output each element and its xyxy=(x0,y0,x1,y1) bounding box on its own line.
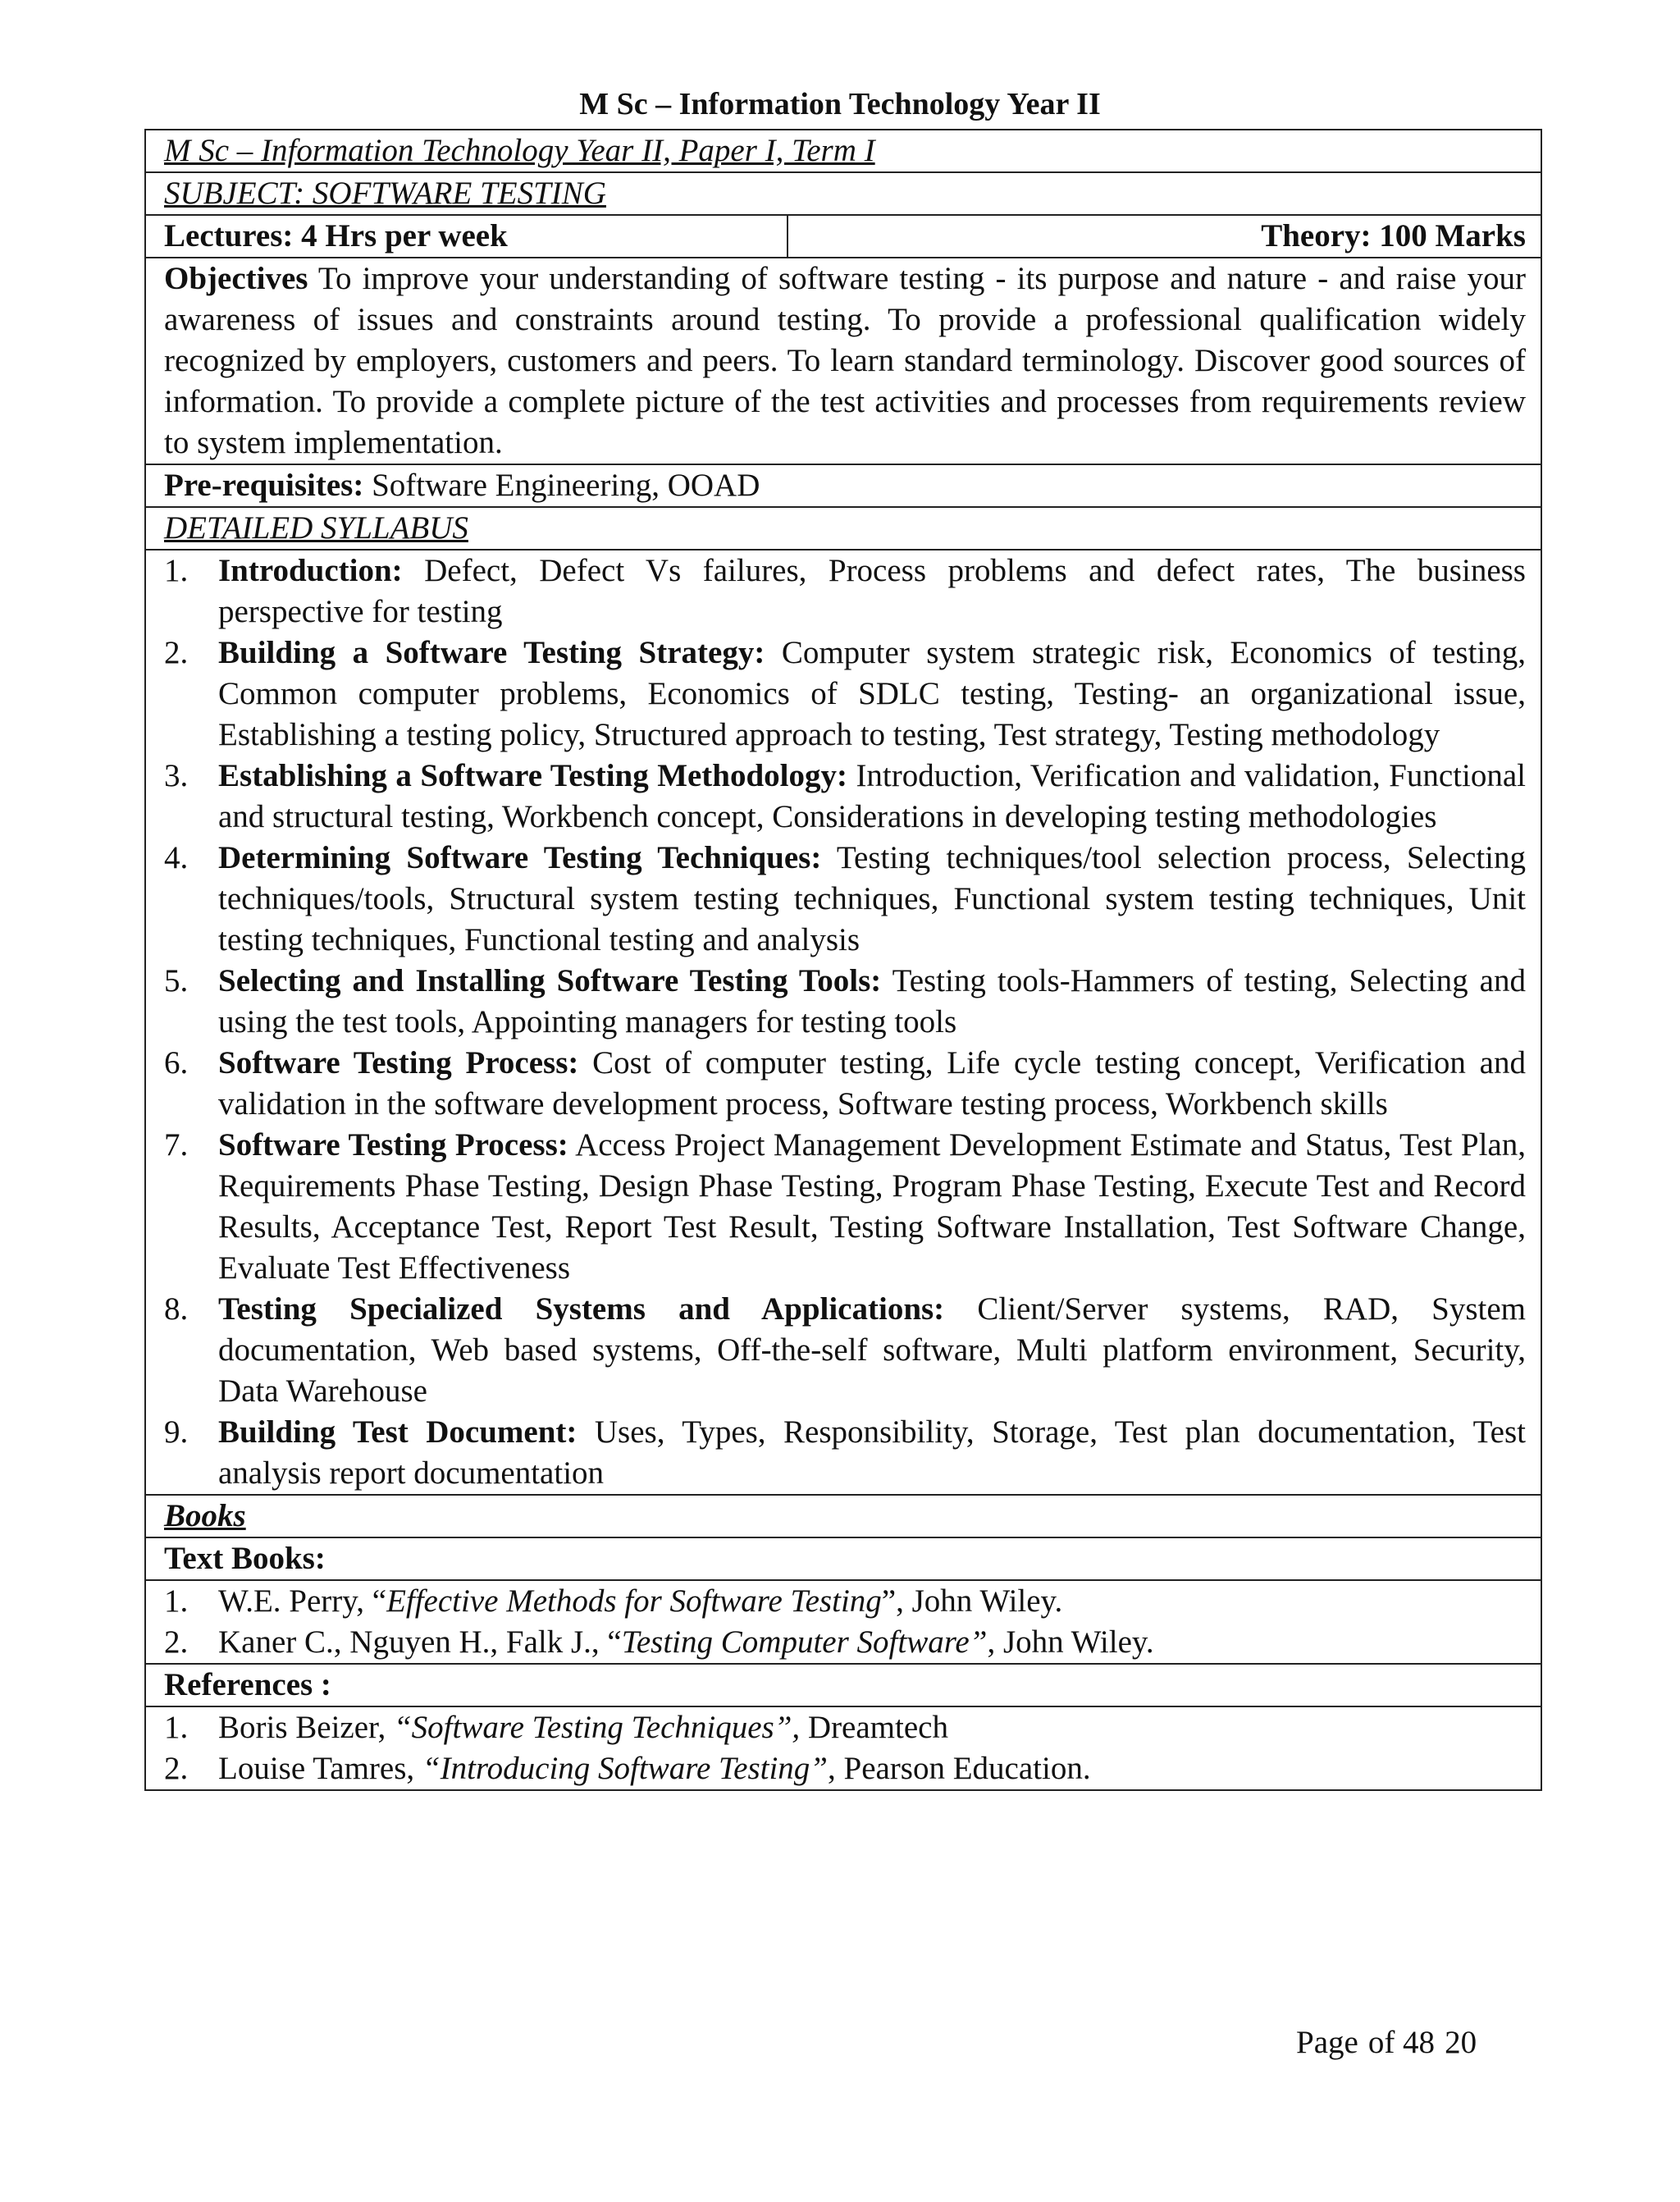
syllabus-item xyxy=(164,961,1526,1043)
text-books-heading-row xyxy=(145,1537,1541,1580)
syllabus-item-text: Client/Server systems, RAD, System documentation, Web based systems, Off-the-self software, Multi platform environment, Security, Data Warehouse xyxy=(218,1291,1527,1409)
objectives-label: Objectives xyxy=(164,261,308,296)
theory-cell: Theory: 100 Marks xyxy=(788,215,1541,258)
page-title: M Sc – Information Technology Year II xyxy=(579,87,1101,121)
books-heading-row xyxy=(145,1495,1541,1537)
syllabus-item-number: 4. xyxy=(164,840,189,875)
syllabus-item-title: Establishing a Software Testing Methodology: xyxy=(218,758,847,793)
syllabus-item xyxy=(164,1125,1526,1289)
syllabus-item-number: 1. xyxy=(164,553,189,588)
reference-number: 2. xyxy=(164,1751,189,1786)
syllabus-item-text: Defect, Defect Vs failures, Process problems and defect rates, The business perspective for testing xyxy=(218,553,1526,629)
detailed-syllabus-heading-row xyxy=(145,507,1541,550)
syllabus-item xyxy=(164,838,1526,961)
syllabus-item-text: Cost of computer testing, Life cycle testing concept, Verification and validation in the software development process, Software testing process, Workbench skills xyxy=(218,1045,1526,1122)
text-books-list xyxy=(164,1581,1526,1663)
reference-number: 1. xyxy=(164,1710,189,1745)
text-book-item xyxy=(164,1581,1526,1622)
lecture-theory-row xyxy=(145,215,1541,258)
objectives-row xyxy=(145,258,1541,464)
syllabus-item-number: 5. xyxy=(164,963,189,998)
text-book-title: Effective Methods for Software Testing xyxy=(386,1583,882,1619)
syllabus-list-row xyxy=(145,550,1541,1495)
references-heading-row xyxy=(145,1664,1541,1706)
syllabus-item-title: Software Testing Process: xyxy=(218,1045,579,1080)
reference-publisher: , Pearson Education. xyxy=(828,1751,1091,1786)
text-books-heading: Text Books: xyxy=(145,1537,1541,1580)
syllabus-item xyxy=(164,550,1526,633)
reference-title: “Software Testing Techniques”, xyxy=(393,1710,801,1745)
references-cell xyxy=(145,1706,1541,1790)
syllabus-item xyxy=(164,756,1526,838)
syllabus-item-number: 3. xyxy=(164,758,189,793)
syllabus-item-number: 9. xyxy=(164,1414,189,1450)
page-total: of 48 xyxy=(1367,2025,1436,2060)
page-number: 20 xyxy=(1445,2025,1477,2060)
prerequisites-row xyxy=(145,464,1541,507)
syllabus-item xyxy=(164,1412,1526,1494)
text-book-title: Testing Computer Software” xyxy=(621,1624,988,1660)
syllabus-item xyxy=(164,1043,1526,1125)
text-book-number: 2. xyxy=(164,1624,189,1660)
text-book-publisher: ”, John Wiley. xyxy=(881,1583,1063,1619)
prerequisites-label: Pre-requisites: xyxy=(164,468,364,503)
reference-item xyxy=(164,1748,1526,1789)
text-book-publisher: , John Wiley. xyxy=(987,1624,1154,1660)
text-book-author: W.E. Perry, “ xyxy=(218,1583,387,1619)
reference-publisher: Dreamtech xyxy=(800,1710,948,1745)
text-books-cell xyxy=(145,1580,1541,1664)
syllabus-item-title: Selecting and Installing Software Testing Tools: xyxy=(218,963,882,998)
syllabus-item-title: Building Test Document: xyxy=(218,1414,578,1450)
syllabus-item-text: Computer system strategic risk, Economics of testing, Common computer problems, Economics of SDLC testing, Testing- an organizational issue, Establishing a testing policy, Structured approach to testing, Test strategy, Testing methodology xyxy=(218,635,1526,752)
reference-item xyxy=(164,1707,1526,1748)
syllabus-list xyxy=(164,550,1526,1494)
references-heading: References : xyxy=(145,1664,1541,1706)
references-list xyxy=(164,1707,1526,1789)
syllabus-item-text: Testing tools-Hammers of testing, Selecting and using the test tools, Appointing managers for testing tools xyxy=(218,963,1526,1039)
page-footer xyxy=(1296,2023,1486,2063)
text-books-row xyxy=(145,1580,1541,1664)
syllabus-item-text: Testing techniques/tool selection process, Selecting techniques/tools, Structural system testing techniques, Functional system testing techniques, Unit testing techniques, Functional testing and analysis xyxy=(218,840,1527,957)
subject-line: SUBJECT: SOFTWARE TESTING xyxy=(145,172,1541,215)
syllabus-item-title: Introduction: xyxy=(218,553,403,588)
subject-row xyxy=(145,172,1541,215)
syllabus-list-cell xyxy=(145,550,1541,1495)
text-book-number: 1. xyxy=(164,1583,189,1619)
text-book-item xyxy=(164,1622,1526,1663)
books-heading: Books xyxy=(145,1495,1541,1537)
syllabus-item xyxy=(164,1289,1526,1412)
syllabus-item xyxy=(164,633,1526,756)
objectives-text: To improve your understanding of software testing - its purpose and nature - and raise your awareness of issues and constraints around testing. To provide a professional qualification widely recognized by employers, customers and peers. To learn standard terminology. Discover good sources of information. To provide a complete picture of the test activities and processes from requirements review to system implementation. xyxy=(164,261,1526,460)
syllabus-item-number: 8. xyxy=(164,1291,189,1327)
syllabus-item-text: Introduction, Verification and validation, Functional and structural testing, Workbench concept, Considerations in developing testing methodologies xyxy=(218,758,1526,834)
syllabus-item-title: Building a Software Testing Strategy: xyxy=(218,635,765,670)
syllabus-item-number: 6. xyxy=(164,1045,189,1080)
reference-author: Louise Tamres, xyxy=(218,1751,422,1786)
syllabus-item-title: Testing Specialized Systems and Applications: xyxy=(218,1291,945,1327)
objectives-cell xyxy=(145,258,1541,464)
reference-author: Boris Beizer, xyxy=(218,1710,394,1745)
syllabus-item-number: 2. xyxy=(164,635,189,670)
prerequisites-cell xyxy=(145,464,1541,507)
syllabus-item-text: Access Project Management Development Estimate and Status, Test Plan, Requirements Phase Testing, Design Phase Testing, Program Phase Testing, Execute Test and Record Results, Acceptance Test, Report Test Result, Testing Software Installation, Test Software Change, Evaluate Test Effectiveness xyxy=(218,1127,1526,1286)
course-row xyxy=(145,130,1541,172)
text-book-author: Kaner C., Nguyen H., Falk J., “ xyxy=(218,1624,622,1660)
references-row xyxy=(145,1706,1541,1790)
syllabus-item-text: Uses, Types, Responsibility, Storage, Test plan documentation, Test analysis report documentation xyxy=(218,1414,1526,1491)
course-line: M Sc – Information Technology Year II, Paper I, Term I xyxy=(145,130,1541,172)
syllabus-item-title: Software Testing Process: xyxy=(218,1127,568,1163)
syllabus-item-number: 7. xyxy=(164,1127,189,1163)
reference-title: “Introducing Software Testing” xyxy=(422,1751,828,1786)
lectures-cell: Lectures: 4 Hrs per week xyxy=(145,215,788,258)
prerequisites-text: Software Engineering, OOAD xyxy=(363,468,760,503)
syllabus-table xyxy=(144,129,1542,1791)
detailed-syllabus-heading: DETAILED SYLLABUS xyxy=(145,507,1541,550)
syllabus-item-title: Determining Software Testing Techniques: xyxy=(218,840,822,875)
page-label: Page xyxy=(1296,2025,1358,2060)
